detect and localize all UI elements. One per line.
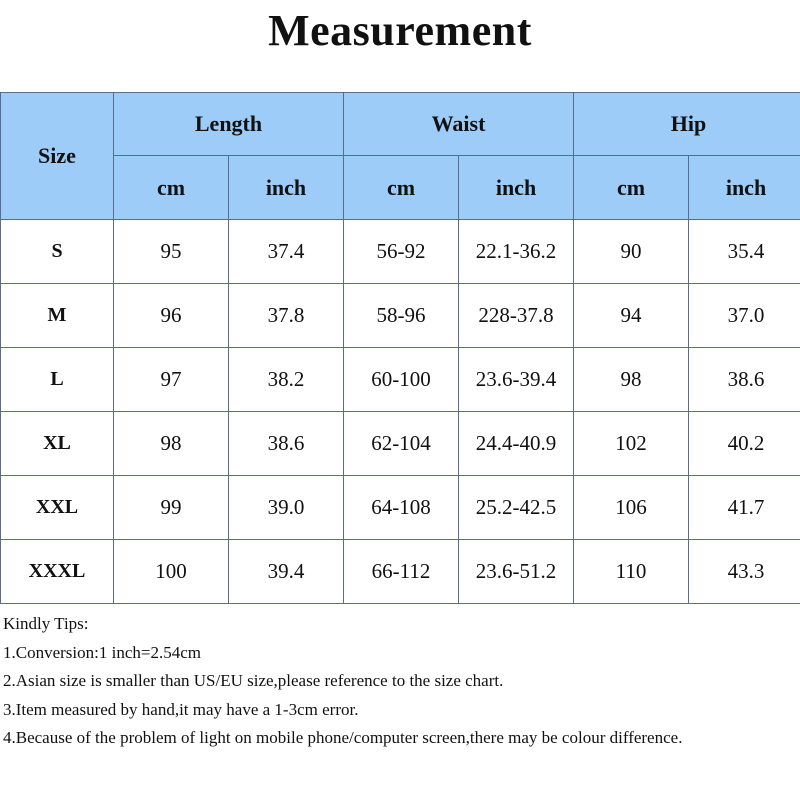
table-cell: 100 [114,540,229,604]
header-row-groups [1,93,800,156]
unit-header: cm [114,156,229,220]
header-row-units [1,156,800,220]
table-row [1,540,800,604]
table-cell: 98 [574,348,689,412]
page-title: Measurement [268,6,532,55]
table-cell: 23.6-39.4 [459,348,574,412]
table-cell: 56-92 [344,220,459,284]
table-row [1,220,800,284]
table-cell: 25.2-42.5 [459,476,574,540]
tip-item: 4.Because of the problem of light on mobile phone/computer screen,there may be colour difference. [3,728,683,747]
table-cell: 41.7 [689,476,800,540]
tips-heading: Kindly Tips: [3,614,89,633]
size-cell: M [1,284,114,348]
table-cell: 37.4 [229,220,344,284]
table-cell: 23.6-51.2 [459,540,574,604]
table-cell: 66-112 [344,540,459,604]
table-cell: 37.8 [229,284,344,348]
table-cell: 99 [114,476,229,540]
group-header-length: Length [114,93,344,156]
table-cell: 60-100 [344,348,459,412]
table-row [1,476,800,540]
table-cell: 62-104 [344,412,459,476]
unit-header: inch [459,156,574,220]
table-cell: 38.2 [229,348,344,412]
table-cell: 102 [574,412,689,476]
table-cell: 39.0 [229,476,344,540]
table-cell: 98 [114,412,229,476]
table-row [1,348,800,412]
table-cell: 228-37.8 [459,284,574,348]
unit-header: cm [344,156,459,220]
size-chart-table [0,92,800,604]
table-cell: 35.4 [689,220,800,284]
table-cell: 43.3 [689,540,800,604]
table-cell: 39.4 [229,540,344,604]
size-cell: S [1,220,114,284]
table-body [1,220,800,604]
table-cell: 96 [114,284,229,348]
size-cell: XXXL [1,540,114,604]
table-row [1,412,800,476]
table-cell: 24.4-40.9 [459,412,574,476]
size-cell: XL [1,412,114,476]
table-cell: 95 [114,220,229,284]
size-column-header: Size [1,93,114,220]
group-header-hip: Hip [574,93,800,156]
table-cell: 94 [574,284,689,348]
size-cell: XXL [1,476,114,540]
unit-header: cm [574,156,689,220]
table-cell: 37.0 [689,284,800,348]
unit-header: inch [229,156,344,220]
table-row [1,284,800,348]
table-cell: 40.2 [689,412,800,476]
kindly-tips [3,610,793,753]
tip-item: 2.Asian size is smaller than US/EU size,please reference to the size chart. [3,671,504,690]
table-cell: 22.1-36.2 [459,220,574,284]
table-cell: 38.6 [229,412,344,476]
group-header-waist: Waist [344,93,574,156]
table-cell: 106 [574,476,689,540]
table-cell: 97 [114,348,229,412]
table-cell: 110 [574,540,689,604]
table-cell: 38.6 [689,348,800,412]
tip-item: 3.Item measured by hand,it may have a 1-3cm error. [3,699,359,719]
tip-item: 1.Conversion:1 inch=2.54cm [3,642,201,662]
unit-header: inch [689,156,800,220]
table-cell: 64-108 [344,476,459,540]
table-cell: 90 [574,220,689,284]
size-cell: L [1,348,114,412]
table-cell: 58-96 [344,284,459,348]
